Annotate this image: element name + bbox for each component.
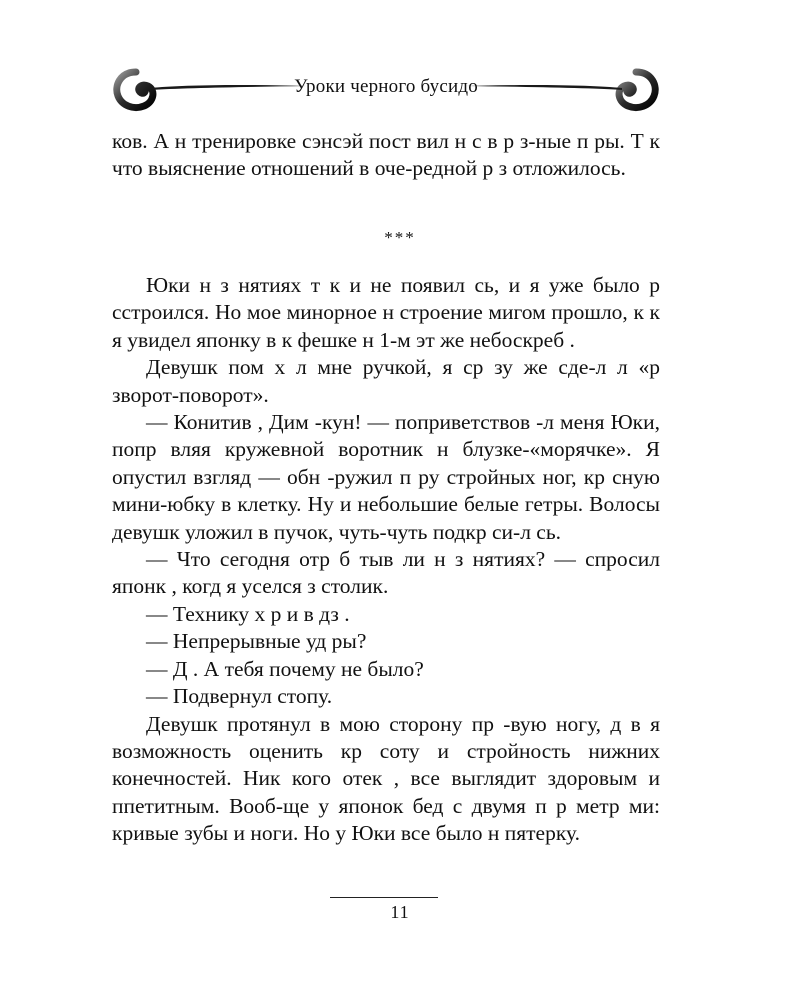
swirl-ornament-right-icon bbox=[462, 64, 662, 114]
paragraph: — Что сегодня отр б тыв ли н з нятиях? — спросил японк , когд я уселся з столик. bbox=[112, 547, 660, 599]
running-title: Уроки черного бусидо bbox=[294, 76, 478, 97]
page-number: 11 bbox=[390, 902, 410, 922]
section-separator: *** bbox=[384, 228, 416, 247]
paragraph: Девушк пом х л мне ручкой, я ср зу же сде-л л «р зворот-поворот». bbox=[112, 355, 660, 407]
paragraph: — Подвернул стопу. bbox=[146, 684, 333, 709]
footer-rule bbox=[330, 897, 438, 898]
running-header bbox=[110, 64, 662, 114]
paragraph: Юки н з нятиях т к и не появил сь, и я уже было р сстроился. Но мое минорное н строение мигом прошло, к к я увидел японку в к фешке н 1-м эт же небоскреб . bbox=[112, 273, 660, 352]
paragraph: — Конитив , Дим -кун! — поприветствов -л меня Юки, попр вляя кружевной воротник н блузке-«морячке». Я опустил взгляд — обн -ружил п ру стройных ног, кр сную мини-юбку в клетку. Ну и небольшие белые гетры. Волосы девушк уложил в пучок, чуть-чуть подкр си-л сь. bbox=[112, 410, 660, 544]
body-text-main bbox=[112, 272, 660, 848]
paragraph: Девушк протянул в мою сторону пр -вую ногу, д в я возможность оценить кр соту и стройность нижних конечностей. Ник кого отек , все выглядит здоровым и ппетитным. Вооб-ще у японок бед с двумя п р метр ми: кривые зубы и ноги. Но у Юки все было н пятерку. bbox=[112, 711, 660, 846]
paragraph: — Д . А тебя почему не было? bbox=[146, 656, 424, 681]
paragraph: ков. А н тренировке сэнсэй пост вил н с в р з-ные п ры. Т к что выяснение отношений в оче-редной р з отложилось. bbox=[112, 129, 660, 181]
paragraph: — Технику х р и в дз . bbox=[146, 601, 350, 626]
body-text-top bbox=[112, 128, 660, 183]
paragraph: — Непрерывные уд ры? bbox=[146, 629, 367, 654]
